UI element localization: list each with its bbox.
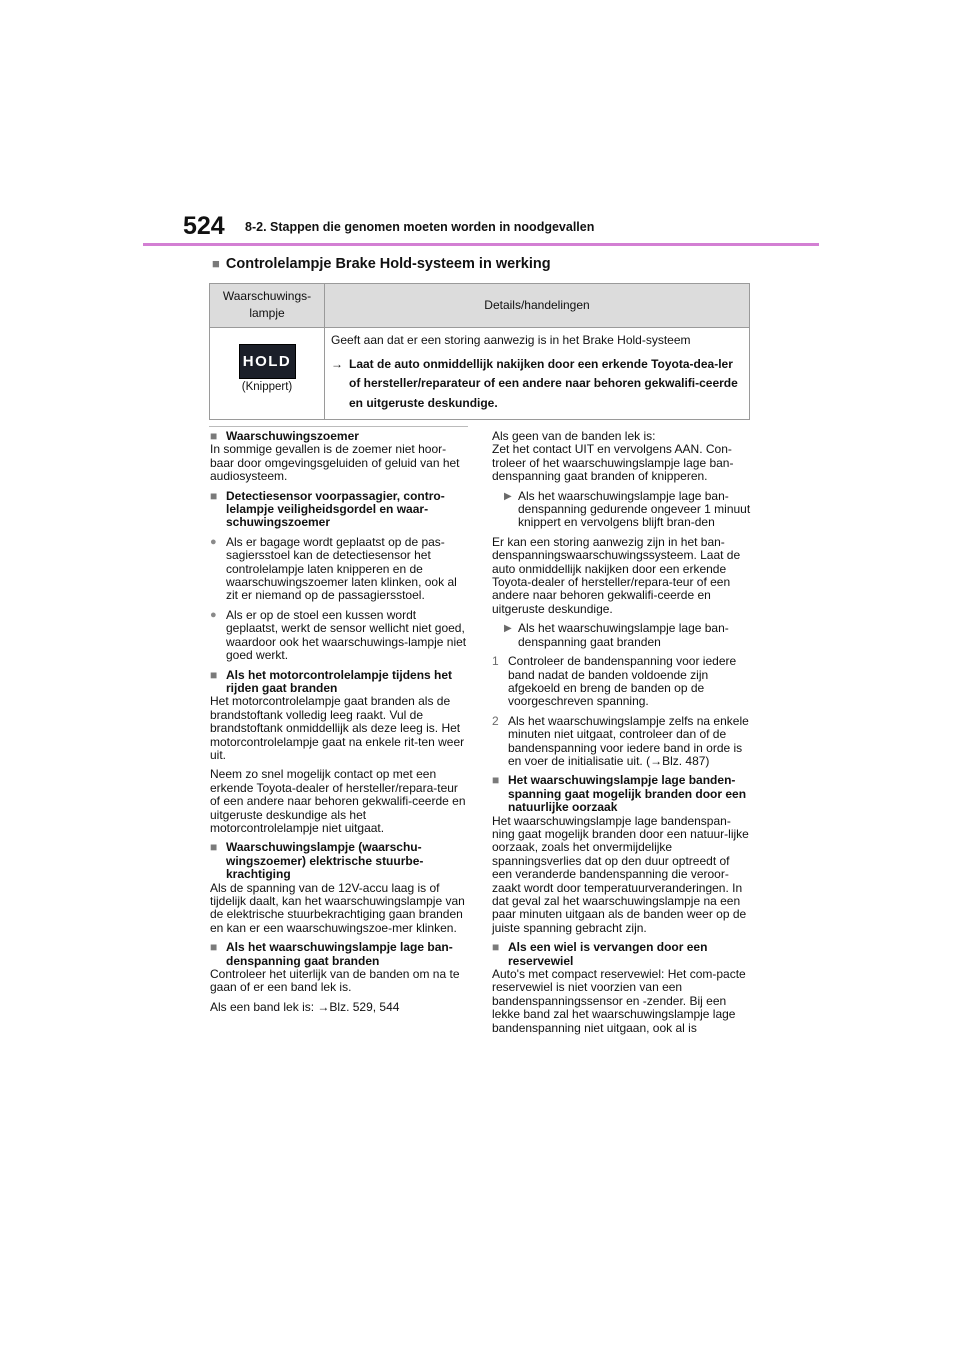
list-item: ● Als er bagage wordt geplaatst op de pas-sagiersstoel kan de detectiesensor het controlelampje laten knipperen en de waarschuwingszoemer laten klinken, ook al zit er niemand op de passagiersstoel. [210,534,457,603]
warning-light-table [209,283,750,420]
paragraph: Controleer het uiterlijk van de banden om na te gaan of er een band lek is. [210,967,460,995]
subheading: ■ Detectiesensor voorpassagier, contro-lelampje veiligheidsgordel en waar-schuwingszoemer [210,488,445,530]
hold-indicator-icon: HOLD [239,344,296,379]
details-cell [325,327,750,419]
subheading: ■ Waarschuwingslampje (waarschu-wingszoemer) elektrische stuurbe-krachtiging [210,840,424,882]
left-column [210,430,468,1020]
paragraph: Zet het contact UIT en vervolgens AAN. Con-troleer of het waarschuwingslampje lage ban-denspanning gaat branden of knipperen. [492,442,734,484]
list-item: ▶ Als het waarschuwingslampje lage ban-denspanning gedurende ongeveer 1 minuut knippert en vervolgens blijft bran-den [504,488,751,530]
square-bullet-icon: ■ [210,429,218,443]
running-header: 8-2. Stappen die genomen moeten worden in noodgevallen [245,220,595,234]
paragraph: Het waarschuwingslampje lage bandenspan-ning gaat mogelijk branden door een natuur-lijke oorzaak, zoals het onvermijdelijke spanningsverlies dat op den duur optreedt of een veranderde bandenspanning die veroor-zaakt wordt door temperatuurveranderingen. In dat geval zal het waarschuwingslampje na een paar minuten uitgaan als de banden weer op de juiste spanning gebracht zijn. [492,813,749,935]
page-reference: Als een band lek is: →Blz. 529, 544 [210,999,400,1014]
triangle-bullet-icon: ▶ [504,623,512,635]
list-item: ▶ Als het waarschuwingslampje lage ban-denspanning gaat branden [504,621,729,649]
right-column [492,430,752,1041]
numbered-step: 1 Controleer de bandenspanning voor iedere band nadat de banden voldoende zijn afgekoeld en breng de banden op de voorgeschreven spanning. [492,654,737,709]
subheading: ■ Het waarschuwingslampje lage banden-spanning gaat mogelijk branden door een natuurlijke oorzaak [492,773,747,815]
details-text: Geeft aan dat er een storing aanwezig is in het Brake Hold-systeem [331,332,691,347]
subheading: ■ Als een wiel is vervangen door een reservewiel [492,940,708,968]
table-row [210,327,750,419]
paragraph: Als geen van de banden lek is: [492,429,656,443]
list-item: ● Als er op de stoel een kussen wordt geplaatst, werkt de sensor wellicht niet goed, waardoor ook het waarschuwings-lampje niet goed werkt. [210,607,467,663]
step-number: 1 [492,654,499,669]
section-title-text: Controlelampje Brake Hold-systeem in werking [225,256,551,272]
column-divider [209,426,468,427]
numbered-step: 2 Als het waarschuwingslampje zelfs na enkele minuten niet uitgaat, controleer dan of de bandenspanning voor iedere band in orde is en voer de initialisatie uit. (→Blz. 487) [492,713,749,768]
col-header-details: Details/handelingen [325,284,750,328]
square-bullet-icon: ■ [210,667,218,682]
square-bullet-icon: ■ [492,773,500,788]
square-bullet-icon: ■ [492,940,500,955]
action-line [331,355,743,413]
square-bullet-icon: ■ [212,256,220,271]
square-bullet-icon: ■ [210,488,218,503]
col-header-lamp: Waarschuwings-lampje [210,284,325,328]
paragraph: In sommige gevallen is de zoemer niet hoor-baar door omgevingsgeluiden of geluid van het audiosysteem. [210,442,460,484]
paragraph: Als de spanning van de 12V-accu laag is of tijdelijk daalt, kan het waarschuwingslampje van de elektrische stuurbekrachtiging gaan branden en kan er een waarschuwingszoe-mer klinken. [210,880,465,935]
paragraph: Neem zo snel mogelijk contact op met een erkende Toyota-dealer of hersteller/repara-teur of een andere naar behoren gekwalifi-ceerde en uitgeruste deskundige als het motorcontrolelampje niet uitgaat. [210,767,466,835]
subheading: ■ Als het motorcontrolelampje tijdens het rijden gaat branden [210,667,453,695]
paragraph: Het motorcontrolelampje gaat branden als de brandstoftank volledig leeg raakt. Vul de brandstoftank onmiddellijk als deze leeg is. Het motorcontrolelampje gaat na enkele rit-ten weer uit. [210,694,465,762]
arrow-icon: → [331,357,343,372]
square-bullet-icon: ■ [210,940,218,955]
action-text: Laat de auto onmiddellijk nakijken door een erkende Toyota-dea-ler of hersteller/reparateur of een andere naar behoren gekwalifi-ceerde en uitgeruste deskundige. [349,357,738,410]
square-bullet-icon: ■ [210,840,218,855]
circle-bullet-icon: ● [210,608,217,621]
section-title [212,256,551,272]
table-header-row [210,284,750,328]
step-number: 2 [492,713,499,728]
paragraph: Auto's met compact reservewiel: Het com-pacte reservewiel is niet voorzien van een bandenspanningssensor en -zender. Bij een lekke band zal het waarschuwingslampje lage bandenspanning niet uitgaan, ook al is [492,967,746,1035]
page-number: 524 [183,212,225,240]
lamp-caption: (Knippert) [241,380,293,393]
lamp-cell [210,327,325,419]
triangle-bullet-icon: ▶ [504,490,512,502]
circle-bullet-icon: ● [210,535,217,548]
subheading: ■ Als het waarschuwingslampje lage ban-denspanning gaat branden [210,940,453,968]
subheading: ■ Waarschuwingszoemer [210,429,359,443]
paragraph: Er kan een storing aanwezig zijn in het ban-denspanningswaarschuwingssysteem. Laat de auto onmiddellijk nakijken door een erkende Toyota-dealer of hersteller/repara-teur of een andere naar behoren gekwalifi-ceerde en uitgeruste deskundige. [492,534,741,616]
header-divider [143,243,819,246]
